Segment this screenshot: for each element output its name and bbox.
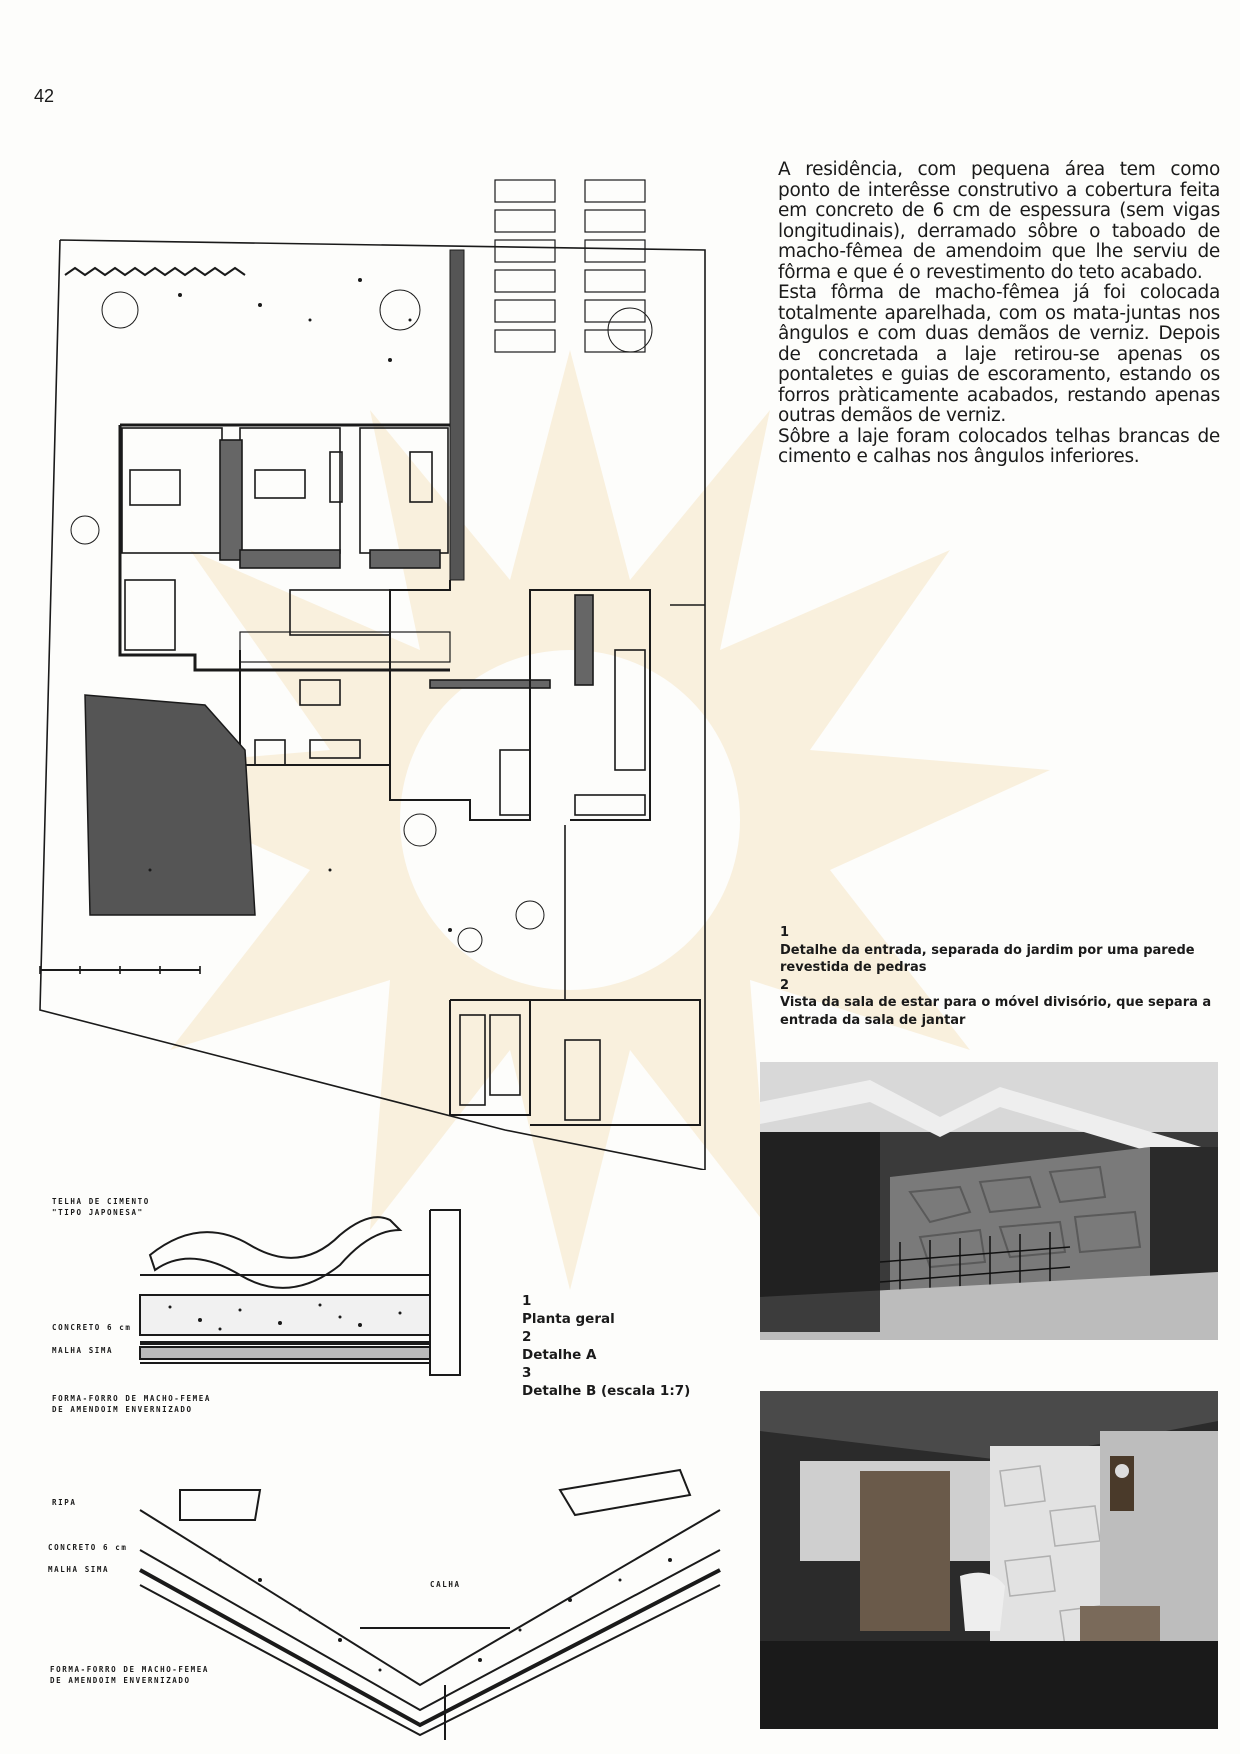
paragraph-3: Sôbre a laje foram colocados telhas brancas de cimento e calhas nos ângulos inferiores. (778, 425, 1220, 467)
detail-b-label-mesh: MALHA SIMA (48, 1565, 110, 1574)
detail-b-label-concrete: CONCRETO 6 cm (48, 1543, 128, 1552)
detail-a-label-tile-type: "TIPO JAPONESA" (52, 1208, 144, 1217)
caption-number-2: 2 (780, 977, 790, 993)
detail-b-label-gutter: CALHA (430, 1580, 461, 1589)
detail-b-label-form-2: DE AMENDOIM ENVERNIZADO (50, 1676, 191, 1685)
drawing-caption-3: Detalhe B (escala 1:7) (522, 1383, 691, 1399)
detail-a-label-form-1: FORMA-FORRO DE MACHO-FEMEA (52, 1394, 211, 1403)
detail-b-label-form-1: FORMA-FORRO DE MACHO-FEMEA (50, 1665, 209, 1674)
caption-2: Vista da sala de estar para o móvel divisório, que separa a entrada da sala de jantar (780, 995, 1212, 1028)
caption-number-1: 1 (780, 925, 790, 940)
living-room-photo (760, 1391, 1218, 1729)
paragraph-1: A residência, com pequena área tem como ponto de interêsse construtivo a cobertura feita em concreto de 6 cm de espessura (sem vigas longitudinais), derramado sôbre o taboado de macho-fêmea de amendoim que lhe serviu de fôrma e que é o revestimento do teto acabado. (778, 159, 1220, 283)
page-number: 42 (34, 86, 55, 106)
detail-a-label-tile: TELHA DE CIMENTO (52, 1197, 150, 1206)
detail-a-label-form-2: DE AMENDOIM ENVERNIZADO (52, 1405, 193, 1414)
paragraph-2: Esta fôrma de macho-fêmea já foi colocada totalmente aparelhada, com os mata-juntas nos ângulos e com duas demãos de verniz. Depois de concretada a laje retirou-se apenas os pontaletes e guias de escoramento, estando os forros pràticamente acabados, restando apenas outras demãos de verniz. (778, 282, 1220, 426)
detail-a-drawing (40, 1195, 500, 1425)
detail-a-label-mesh: MALHA SIMA (52, 1346, 114, 1355)
caption-1: Detalhe da entrada, separada do jardim por uma parede revestida de pedras (780, 942, 1195, 975)
photo-captions (780, 924, 1220, 1029)
drawing-caption-1: Planta geral (522, 1311, 615, 1327)
drawing-caption-number-2: 2 (522, 1329, 532, 1345)
drawing-caption-number-3: 3 (522, 1365, 532, 1381)
drawing-captions (522, 1292, 722, 1400)
entrance-photo (760, 1062, 1218, 1340)
floor-plan-drawing (30, 170, 730, 1170)
detail-b-label-ripa: RIPA (52, 1498, 77, 1507)
drawing-caption-2: Detalhe A (522, 1347, 597, 1363)
article-text (778, 160, 1220, 468)
detail-b-drawing (40, 1450, 730, 1740)
drawing-caption-number-1: 1 (522, 1293, 532, 1309)
detail-a-label-concrete: CONCRETO 6 cm (52, 1323, 132, 1332)
